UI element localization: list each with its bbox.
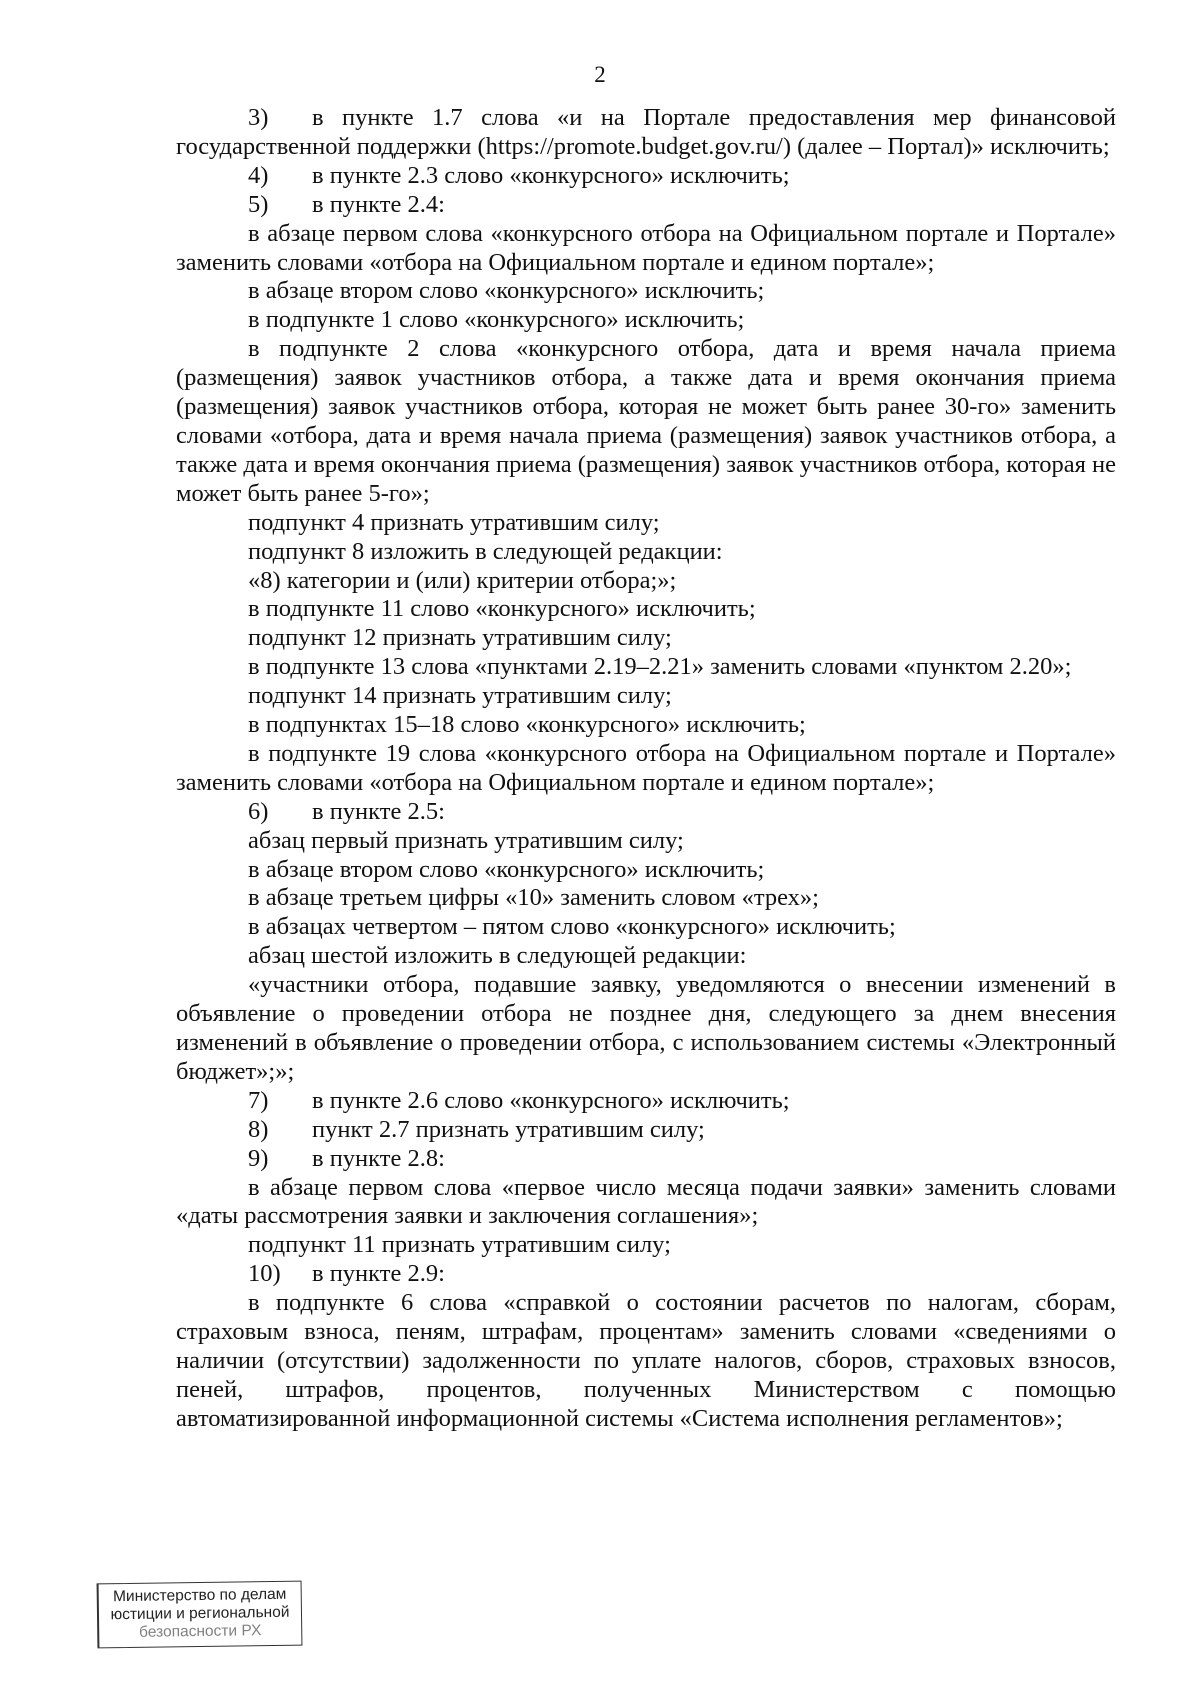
paragraph-text: подпункт 12 признать утратившим силу; xyxy=(248,624,672,652)
document-body xyxy=(176,104,1116,1434)
paragraph xyxy=(176,538,1116,567)
paragraph-text: в подпункте 6 слова «справкой о состоянии расчетов по налогам, сборам, страховым взноса, пеням, штрафам, процентам» заменить словами «сведениями о наличии (отсутствии) задолженности по уплате налогов, сборов, страховых взносов, пеней, штрафов, процентов, полученных Министерством с помощью автоматизированной информационной системы «Система исполнения регламентов»; xyxy=(176,1289,1116,1432)
paragraph-text: пункт 2.7 признать утратившим силу; xyxy=(312,1115,705,1143)
paragraph-text: в подпункте 1 слово «конкурсного» исключить; xyxy=(248,306,745,334)
paragraph xyxy=(176,711,1116,740)
paragraph xyxy=(176,595,1116,624)
paragraph-text: в пункте 2.5: xyxy=(312,797,445,825)
paragraph xyxy=(176,653,1116,682)
paragraph-text: подпункт 4 признать утратившим силу; xyxy=(248,508,660,536)
paragraph xyxy=(176,277,1116,306)
paragraph xyxy=(176,942,1116,971)
item-number: 9) xyxy=(248,1144,269,1172)
paragraph xyxy=(176,913,1116,942)
paragraph-text: в абзаце втором слово «конкурсного» исключить; xyxy=(248,855,765,883)
item-number: 4) xyxy=(248,161,269,189)
paragraph-text: в абзаце втором слово «конкурсного» исключить; xyxy=(248,277,765,305)
paragraph-text: в пункте 2.9: xyxy=(312,1260,445,1288)
paragraph xyxy=(176,335,1116,508)
paragraph-text: в абзацах четвертом – пятом слово «конкурсного» исключить; xyxy=(248,913,896,941)
item-number: 7) xyxy=(248,1086,269,1114)
paragraph xyxy=(176,827,1116,856)
paragraph xyxy=(176,856,1116,885)
paragraph xyxy=(176,509,1116,538)
paragraph xyxy=(176,1231,1116,1260)
paragraph xyxy=(176,740,1116,798)
paragraph xyxy=(176,220,1116,278)
paragraph-text: в подпункте 19 слова «конкурсного отбора на Официальном портале и Портале» заменить словами «отбора на Официальном портале и едином портале»; xyxy=(176,739,1116,796)
stamp-line: безопасности РХ xyxy=(138,1622,262,1641)
stamp-line: Министерство по делам xyxy=(112,1585,287,1606)
item-number: 6) xyxy=(248,797,269,825)
paragraph xyxy=(176,682,1116,711)
paragraph xyxy=(176,1289,1116,1434)
paragraph-text: «участники отбора, подавшие заявку, уведомляются о внесении изменений в объявление о проведении отбора не позднее дня, следующего за днем внесения изменений в объявление о проведении отбора, с использованием системы «Электронный бюджет»;»; xyxy=(176,971,1116,1085)
paragraph-text: в подпункте 11 слово «конкурсного» исключить; xyxy=(248,595,756,623)
paragraph-text: в пункте 2.6 слово «конкурсного» исключить; xyxy=(312,1086,790,1114)
paragraph xyxy=(176,1087,1116,1116)
item-number: 10) xyxy=(248,1260,281,1288)
paragraph-text: в абзаце первом слова «первое число месяца подачи заявки» заменить словами «даты рассмотрения заявки и заключения соглашения»; xyxy=(176,1173,1116,1230)
paragraph xyxy=(176,104,1116,162)
paragraph-text: в пункте 1.7 слова «и на Портале предоставления мер финансовой государственной поддержки (https://promote.budget.gov.ru/) (далее – Портал)» исключить; xyxy=(176,104,1116,160)
item-number: 5) xyxy=(248,190,269,218)
paragraph-text: «8) категории и (или) критерии отбора;»; xyxy=(248,566,677,594)
paragraph xyxy=(176,1116,1116,1145)
paragraph-text: в подпунктах 15–18 слово «конкурсного» исключить; xyxy=(248,711,806,739)
paragraph-text: подпункт 11 признать утратившим силу; xyxy=(248,1231,671,1259)
stamp-line: юстиции и региональной xyxy=(110,1603,290,1624)
paragraph-text: в пункте 2.8: xyxy=(312,1144,445,1172)
paragraph xyxy=(176,624,1116,653)
page-number: 2 xyxy=(594,62,606,87)
paragraph-text: абзац шестой изложить в следующей редакции: xyxy=(248,942,747,970)
paragraph-text: в подпункте 13 слова «пунктами 2.19–2.21» заменить словами «пунктом 2.20»; xyxy=(248,653,1072,681)
paragraph-text: в абзаце третьем цифры «10» заменить словом «трех»; xyxy=(248,884,819,912)
paragraph xyxy=(176,567,1116,596)
paragraph-text: в подпункте 2 слова «конкурсного отбора, дата и время начала приема (размещения) заявок участников отбора, а также дата и время окончания приема (размещения) заявок участников отбора, которая не может быть ранее 30-го» заменить словами «отбора, дата и время начала приема (размещения) заявок участников отбора, а также дата и время окончания приема (размещения) заявок участников отбора, которая не может быть ранее 5-го»; xyxy=(176,335,1116,507)
registration-stamp xyxy=(97,1581,303,1649)
item-number: 3) xyxy=(248,104,269,131)
paragraph xyxy=(176,884,1116,913)
paragraph xyxy=(176,1174,1116,1232)
paragraph-text: подпункт 14 признать утратившим силу; xyxy=(248,682,672,710)
paragraph xyxy=(176,191,1116,220)
paragraph-text: абзац первый признать утратившим силу; xyxy=(248,826,684,854)
paragraph xyxy=(176,798,1116,827)
item-number: 8) xyxy=(248,1115,269,1143)
paragraph-text: в пункте 2.4: xyxy=(312,190,445,218)
paragraph xyxy=(176,306,1116,335)
paragraph-text: в пункте 2.3 слово «конкурсного» исключить; xyxy=(312,161,790,189)
paragraph xyxy=(176,162,1116,191)
paragraph-text: в абзаце первом слова «конкурсного отбора на Официальном портале и Портале» заменить словами «отбора на Официальном портале и едином портале»; xyxy=(176,219,1116,276)
paragraph xyxy=(176,1145,1116,1174)
paragraph xyxy=(176,971,1116,1087)
paragraph xyxy=(176,1260,1116,1289)
paragraph-text: подпункт 8 изложить в следующей редакции: xyxy=(248,537,723,565)
